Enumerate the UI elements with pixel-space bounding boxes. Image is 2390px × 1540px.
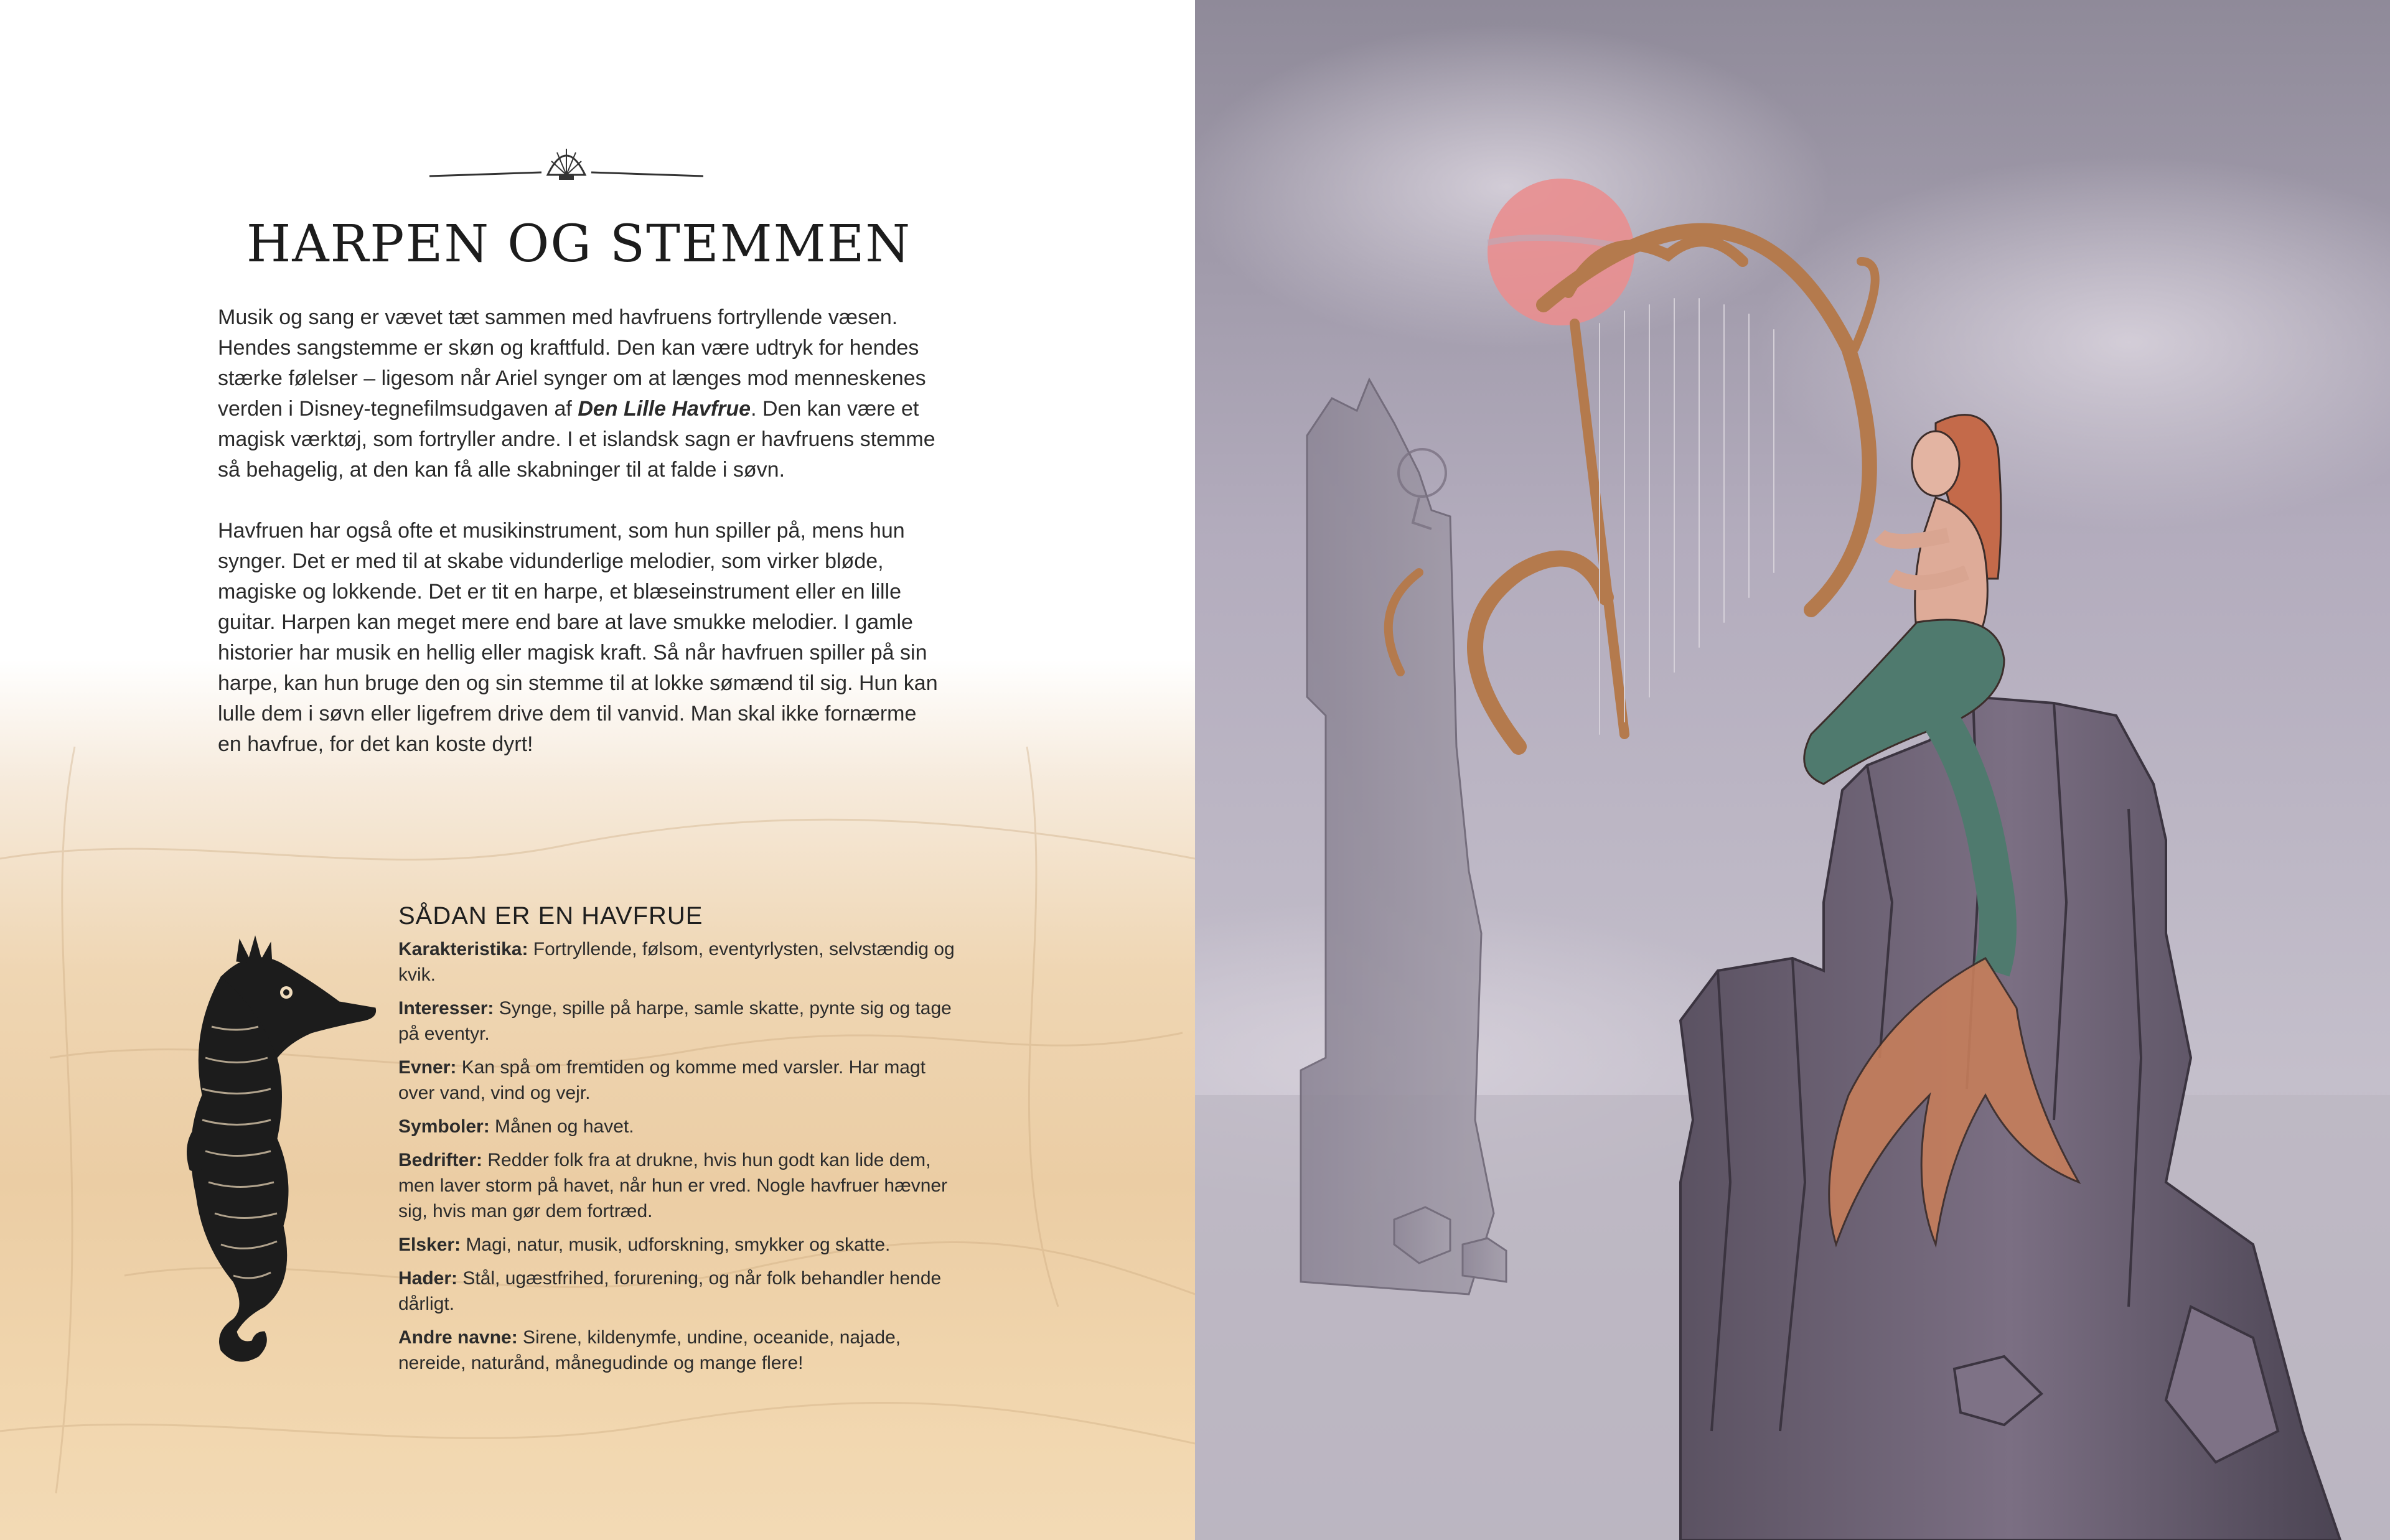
fact-item <box>398 936 958 987</box>
fact-item <box>398 1114 958 1139</box>
page-title: HARPEN OG STEMMEN <box>246 215 912 274</box>
fact-label: Interesser: <box>398 998 494 1019</box>
fact-item <box>398 1232 958 1258</box>
scallop-shell-icon <box>429 140 703 190</box>
seahorse-icon <box>177 933 383 1369</box>
intro-paragraph-2: Havfruen har også ofte et musikinstrument, som hun spiller på, mens hun synger. Det er med til at skabe vidunderlige melodier, som virker bløde, magiske og lokkende. Det er tit en harpe, et blæseinstrument eller en lille guitar. Harpen kan meget mere end bare at lave smukke melodier. I gamle historier har musik en hellig eller magisk kraft. Så når havfruen spiller på sin harpe, kan hun bruge den og sin stemme til at lokke sømænd til sig. Hun kan lulle dem i søvn eller ligefrem drive dem til vanvid. Man skal ikke fornærme en havfrue, for det kan koste dyrt! <box>218 519 938 756</box>
fact-label: Bedrifter: <box>398 1150 483 1170</box>
fact-text: Kan spå om fremtiden og komme med varsler. Har magt over vand, vind og vejr. <box>398 1057 926 1103</box>
fact-label: Symboler: <box>398 1116 490 1137</box>
fact-label: Elsker: <box>398 1234 461 1255</box>
fact-text: Fortryllende, følsom, eventyrlysten, selvstændig og kvik. <box>398 939 955 985</box>
fact-text: Synge, spille på harpe, samle skatte, pynte sig og tage på eventyr. <box>398 998 952 1044</box>
fact-item <box>398 1147 958 1224</box>
factbox-heading: SÅDAN ER EN HAVFRUE <box>398 902 703 930</box>
fact-label: Andre navne: <box>398 1327 518 1348</box>
intro-paragraph-1: Musik og sang er vævet tæt sammen med havfruens fortryllende væsen. Hendes sangstemme er skøn og kraftfuld. Den kan være udtryk for hendes stærke følelser – ligesom når Ariel synger om at længes mod menneskenes verden i Disney-tegnefilmsudgaven af Den Lille Havfrue. Den kan være et magisk værktøj, som fortryller andre. I et islandsk sagn er havfruens stemme så behagelig, at den kan få alle skabninger til at falde i søvn. <box>218 306 935 482</box>
fact-text: Redder folk fra at drukne, hvis hun godt kan lide dem, men laver storm på havet, når hun er vred. Nogle havfruer hævner sig, hvis man gør dem fortræd. <box>398 1150 948 1221</box>
fact-text: Magi, natur, musik, udforskning, smykker og skatte. <box>461 1234 891 1255</box>
film-title: Den Lille Havfrue <box>578 397 751 421</box>
fact-text: Månen og havet. <box>489 1116 634 1137</box>
fact-item <box>398 1266 958 1317</box>
fact-text: Stål, ugæstfrihed, forurening, og når folk behandler hende dårligt. <box>398 1268 942 1314</box>
fact-text: Sirene, kildenymfe, undine, oceanide, najade, nereide, naturånd, månegudinde og mange flere! <box>398 1327 901 1373</box>
body-text <box>218 302 940 790</box>
mermaid-harp-illustration <box>1195 0 2390 1540</box>
fact-list <box>398 936 958 1376</box>
fact-item <box>398 996 958 1047</box>
fact-item <box>398 1055 958 1106</box>
fact-label: Karakteristika: <box>398 939 528 959</box>
fact-item <box>398 1325 958 1376</box>
factbox <box>398 903 958 1384</box>
fact-label: Hader: <box>398 1268 458 1289</box>
fact-label: Evner: <box>398 1057 457 1078</box>
